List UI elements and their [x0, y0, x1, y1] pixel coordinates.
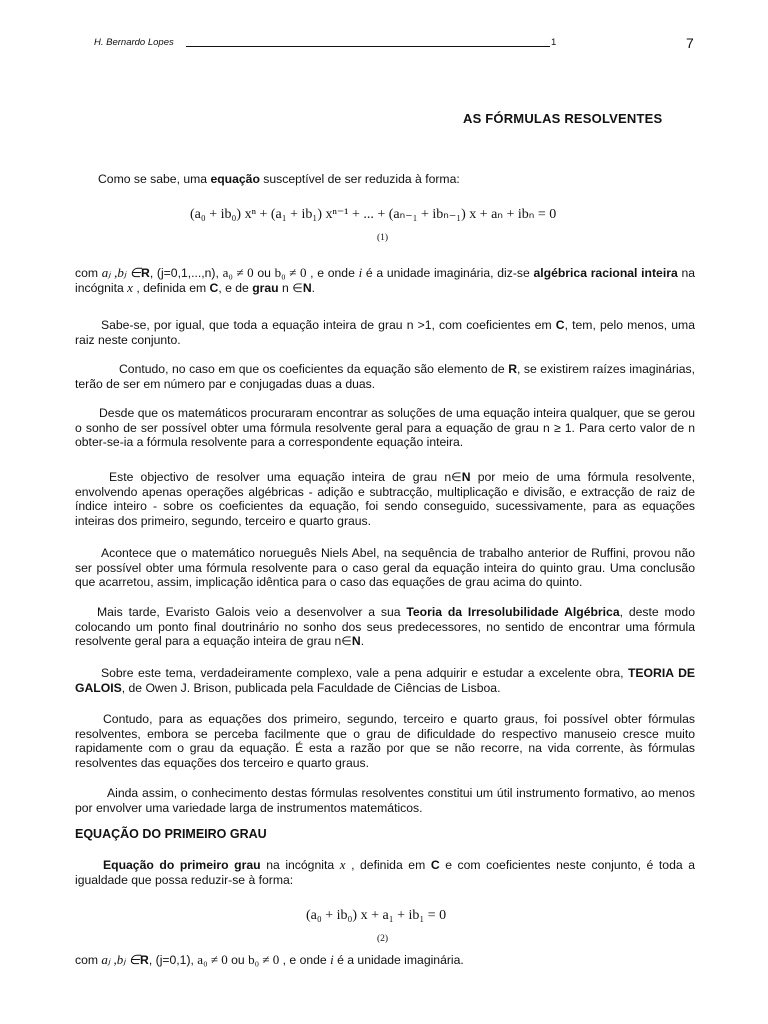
- paragraph-11: Equação do primeiro grau na incógnita x , definida em C e com coeficientes neste conjunto, é toda a igualdade que possa reduzir-se à forma:: [75, 857, 695, 887]
- equation-2: (a₀ + ib₀) x + a₁ + ib₁ = 0: [306, 908, 447, 923]
- definition-paragraph-2: com aⱼ ,bⱼ ∈R, (j=0,1), a₀ ≠ 0 ou b₀ ≠ 0 , e onde i é a unidade imaginária.: [75, 952, 464, 967]
- paragraph-8: Sobre este tema, verdadeiramente complexo, vale a pena adquirir e estudar a excelente obra, TEORIA DE GALOIS, de Owen J. Brison, publicada pela Faculdade de Ciências de Lisboa.: [75, 666, 695, 695]
- paragraph-7: Mais tarde, Evaristo Galois veio a desenvolver a sua Teoria da Irresolubilidade Algébrica, deste modo colocando um ponto final doutrinário no sonho dos seus predecessores, no sentido de encontrar uma fórmula resolvente geral para a equação inteira de grau n∈N.: [75, 605, 695, 649]
- intro-paragraph: Como se sabe, uma equação susceptível de ser reduzida à forma:: [98, 172, 460, 186]
- paragraph-9: Contudo, para as equações dos primeiro, segundo, terceiro e quarto graus, foi possível obter fórmulas resolventes, embora se perceba facilmente que o grau de dificuldade do respectivo manuseio cresce muito rapidamente com o grau da equação. É esta a razão por que se não recorre, na vida corrente, às fórmulas resolventes das equações dos terceiro e quarto graus.: [75, 712, 695, 770]
- equation-1-label: (1): [377, 233, 389, 243]
- paragraph-3: Contudo, no caso em que os coeficientes da equação são elemento de R, se existirem raízes imaginárias, terão de ser em número par e conjugadas duas a duas.: [75, 362, 695, 391]
- section-heading: EQUAÇÃO DO PRIMEIRO GRAU: [75, 827, 267, 841]
- header-rule: [186, 46, 550, 47]
- header-chapter-number: 1: [551, 37, 557, 48]
- definition-paragraph: com aⱼ ,bⱼ ∈R, (j=0,1,...,n), a₀ ≠ 0 ou b₀ ≠ 0 , e onde i é a unidade imaginária, diz-se algébrica racional inteira na incógnita x , definida em C, e de grau n ∈N.: [75, 265, 695, 295]
- equation-1: (a₀ + ib₀) xⁿ + (a₁ + ib₁) xⁿ⁻¹ + ... + (aₙ₋₁ + ibₙ₋₁) x + aₙ + ibₙ = 0: [190, 207, 557, 222]
- paragraph-2: Sabe-se, por igual, que toda a equação inteira de grau n >1, com coeficientes em C, tem, pelo menos, uma raiz neste conjunto.: [75, 318, 695, 347]
- page-title: AS FÓRMULAS RESOLVENTES: [463, 111, 663, 126]
- paragraph-6: Acontece que o matemático norueguês Niels Abel, na sequência de trabalho anterior de Ruffini, provou não ser possível obter uma fórmula resolvente para o caso geral da equação inteira do quinto grau. Uma conclusão que acarretou, assim, implicação idêntica para o caso das equações de grau acima do quinto.: [75, 546, 695, 590]
- paragraph-10: Ainda assim, o conhecimento destas fórmulas resolventes constitui um útil instrumento formativo, ao menos por envolver uma variedade larga de instrumentos matemáticos.: [75, 786, 695, 815]
- header-author: H. Bernardo Lopes: [94, 37, 174, 48]
- paragraph-4: Desde que os matemáticos procuraram encontrar as soluções de uma equação inteira qualquer, que se gerou o sonho de ser possível obter uma fórmula resolvente geral para a equação de grau n ≥ 1. Para certo valor de n obter-se-ia a fórmula resolvente para a correspondente equação inteira.: [75, 406, 695, 450]
- equation-2-label: (2): [377, 934, 389, 944]
- paragraph-5: Este objectivo de resolver uma equação inteira de grau n∈N por meio de uma fórmula resolvente, envolvendo apenas operações algébricas - adição e subtracção, multiplicação e divisão, e extracção de raiz de índice inteiro - sobre os coeficientes da equação, foi sendo conseguido, sucessivamente, para as equações inteiras dos primeiro, segundo, terceiro e quarto graus.: [75, 470, 696, 528]
- page-number: 7: [686, 35, 694, 51]
